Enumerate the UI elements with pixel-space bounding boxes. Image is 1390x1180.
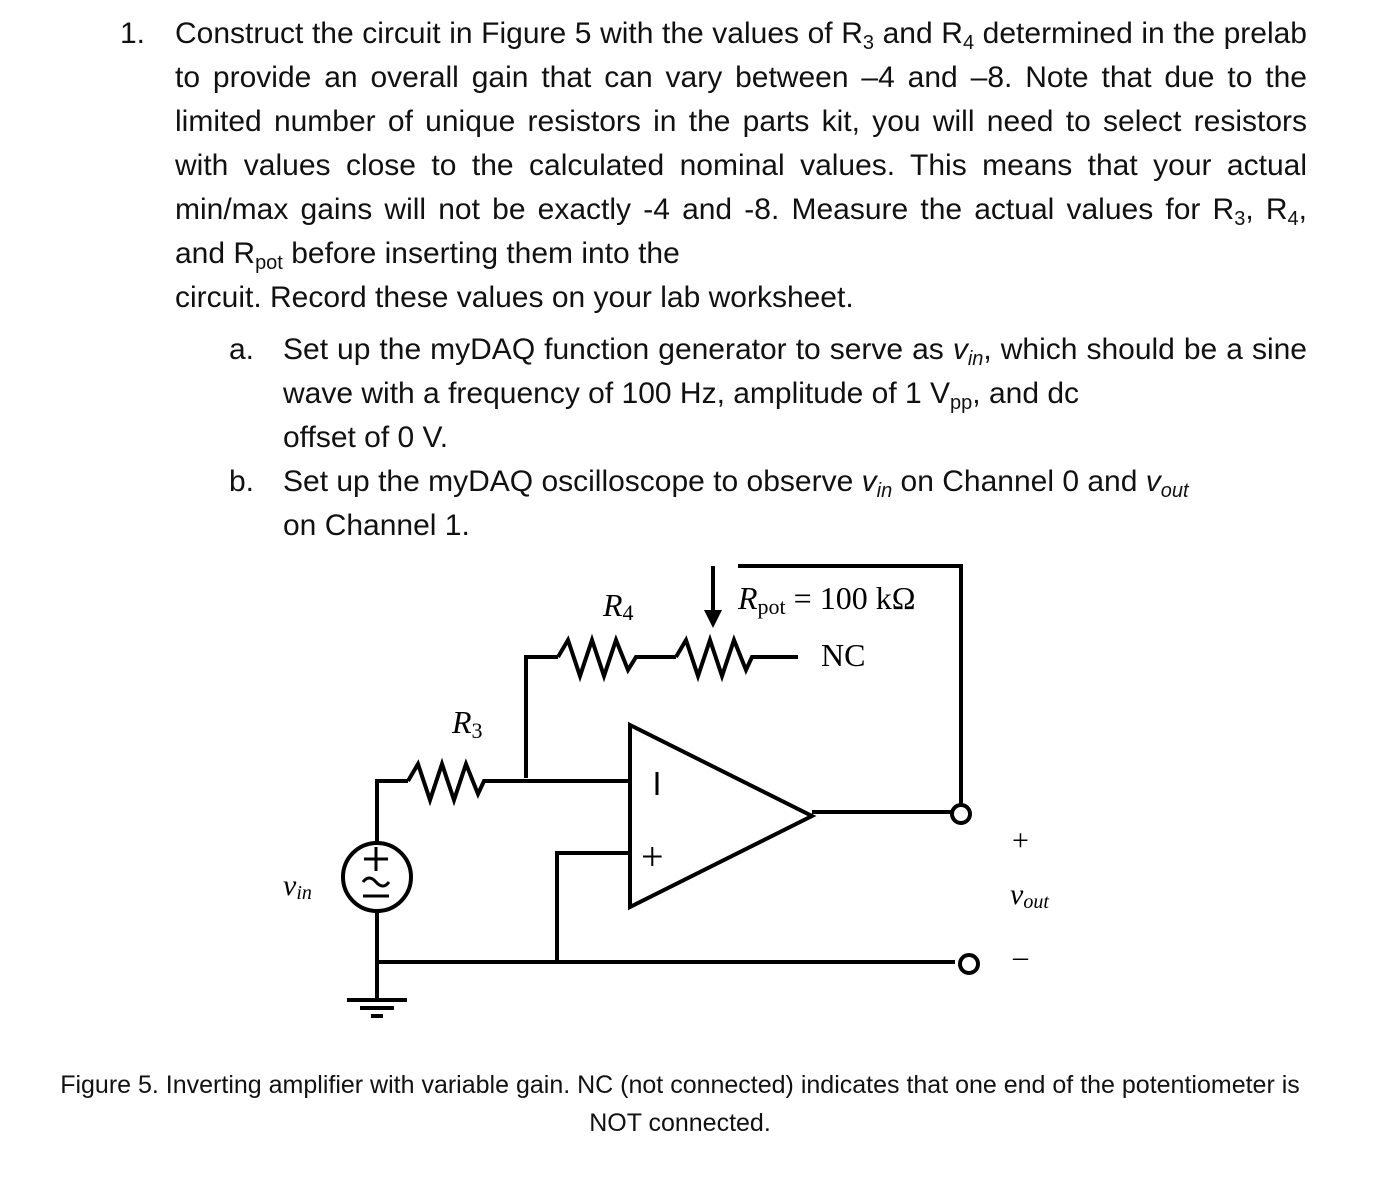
source-symbol <box>363 847 389 896</box>
item-1-intro-1: Construct the circuit in Figure 5 with the values of R <box>175 17 863 50</box>
source-top-wire <box>377 781 408 844</box>
r3-sub: 3 <box>862 32 875 54</box>
step-b-text-1: Set up the myDAQ oscilloscope to observe <box>283 465 862 498</box>
opamp-plus-label: + <box>641 834 664 879</box>
r4-sub: 4 <box>962 32 975 54</box>
item-1-and: and R <box>874 17 963 50</box>
vout-plus-label: + <box>1012 824 1029 857</box>
step-a-text-3: , and dc <box>972 377 1080 410</box>
rpot-label: Rpot = 100 kΩ <box>738 580 916 619</box>
r4-resistor <box>558 640 676 676</box>
step-b-label: b. <box>229 465 255 498</box>
vout-plus-terminal <box>952 805 970 823</box>
nc-label: NC <box>821 637 866 673</box>
r4-label: R4 <box>603 587 634 625</box>
step-a-var: v <box>952 333 968 366</box>
r3-resistor <box>408 764 630 800</box>
step-b-var-1: v <box>861 465 877 498</box>
item-number: 1. <box>120 17 146 50</box>
figure-caption: Figure 5. Inverting amplifier with variable gain. NC (not connected) indicates that one end of the potentiometer is NOT connected. <box>60 1071 1300 1137</box>
r3-sub-2: 3 <box>1234 208 1246 230</box>
vout-minus-label: – <box>1013 940 1028 973</box>
step-a-text-4: offset of 0 V. <box>283 421 449 454</box>
vout-label: vout <box>1010 878 1049 913</box>
item-1-sep-2: , and R <box>175 193 1308 270</box>
wiper-arrow-icon <box>704 610 722 628</box>
step-b-text-2: on Channel 0 and <box>892 465 1146 498</box>
r4-sub-2: 4 <box>1287 208 1299 230</box>
opamp-minus-label: − <box>668 770 682 796</box>
step-a-var-sub: in <box>967 348 984 370</box>
step-b-text-3: on Channel 1. <box>283 509 470 542</box>
rpot-resistor <box>676 640 798 676</box>
step-a-text-2: , which should be a sine wave with a frequency of 100 Hz, amplitude of 1 V <box>283 333 1307 410</box>
r4-rpot-wire <box>526 657 558 778</box>
r3-label: R3 <box>452 704 483 743</box>
opamp-triangle <box>630 725 812 907</box>
vout-minus-terminal <box>960 955 978 973</box>
step-a-pp-sub: pp <box>950 392 973 414</box>
ground-icon <box>347 1000 407 1016</box>
item-1-intro-3: before inserting them into the <box>282 237 680 270</box>
noninv-wire <box>557 853 630 962</box>
step-a-text-1: Set up the myDAQ function generator to serve as <box>283 333 953 366</box>
item-1-sep-1: , R <box>1245 193 1288 226</box>
step-b-var-1-sub: in <box>876 480 893 502</box>
item-1-intro-4: circuit. Record these values on your lab worksheet. <box>175 281 854 314</box>
step-b-var-2-sub: out <box>1160 480 1189 502</box>
step-a-label: a. <box>229 333 255 366</box>
item-1-intro-2: determined in the prelab to provide an overall gain that can vary between –4 and –8. Note that due to the limited number of unique resistors in the parts kit, you will need to select resistors with values close to the calculated nominal values. This means that your actual min/max gains will not be exactly -4 and -8. Measure the actual values for R <box>175 17 1307 226</box>
rpot-sub: pot <box>255 252 283 274</box>
vin-label: vin <box>283 869 312 904</box>
step-b-var-2: v <box>1145 465 1161 498</box>
